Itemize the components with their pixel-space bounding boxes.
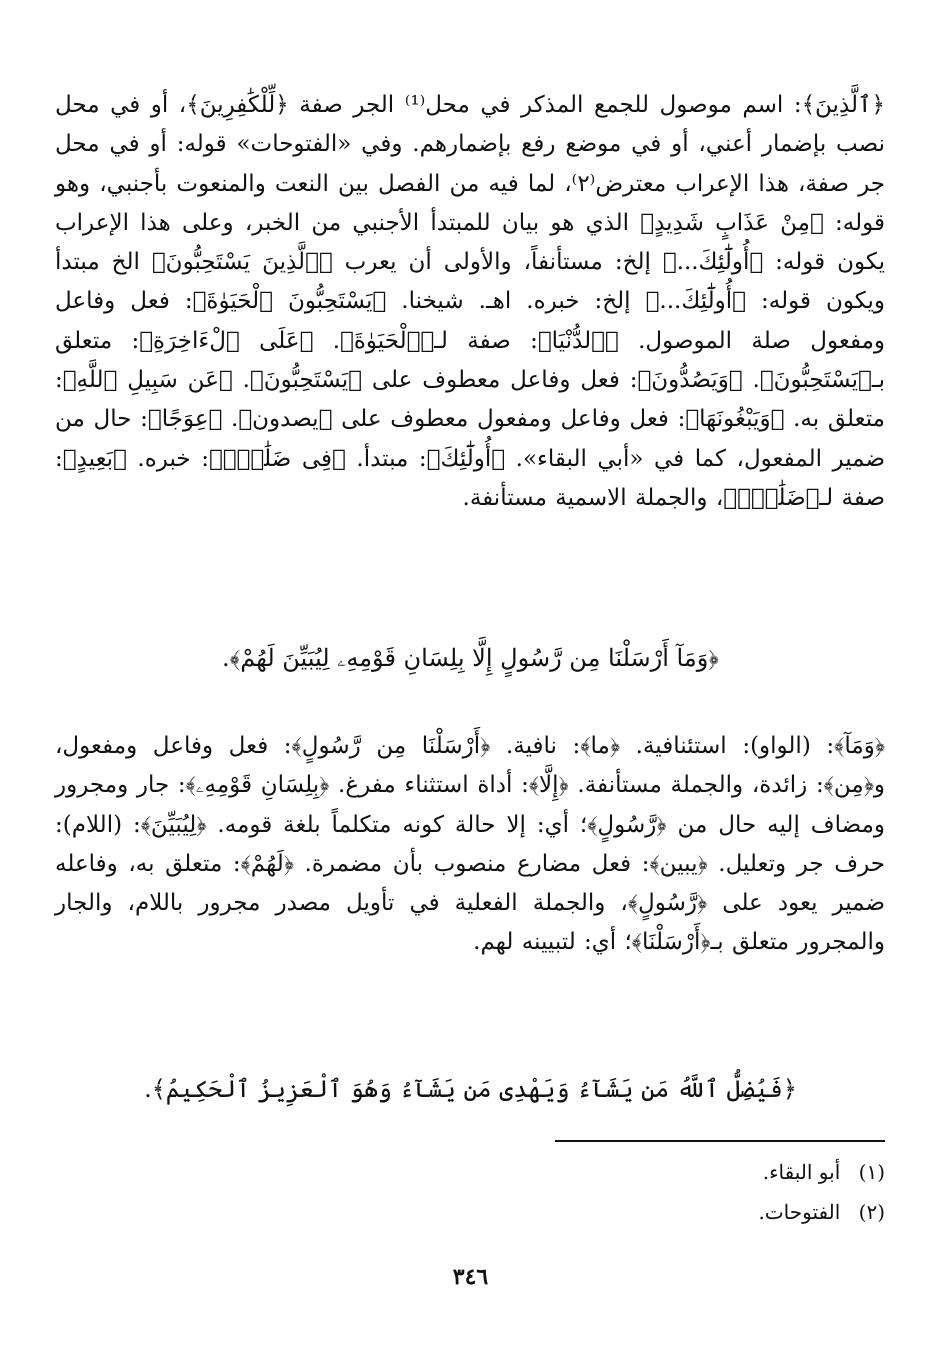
commentary-paragraph-1: ﴿ٱلَّذِينَ﴾: اسم موصول للجمع المذكر في محل⁽¹⁾ الجر صفة ﴿لِّلْكَٰفِرِينَ﴾، أو في محل نصب بإضمار أعني، أو في موضع رفع بإضمارهم. وفي «الفتوحات» قوله: أو في محل جر صفة، هذا الإعراب معترض⁽٢⁾، لما فيه من الفصل بين النعت والمنعوت بأجنبي، وهو قوله: ﴿مِنْ عَذَابٍ شَدِيدٍ﴾ الذي هو بيان للمبتدأ الأجنبي من الخبر، وعلى هذا الإعراب يكون قوله: ﴿أُولَٰٓئِكَ...﴾ إلخ: مستأنفاً، والأولى أن يعرب ﴿ٱلَّذِينَ يَسْتَحِبُّونَ﴾ الخ مبتدأ ويكون قوله: ﴿أُولَٰٓئِكَ...﴾ إلخ: خبره. اهـ. شيخنا. ﴿يَسْتَحِبُّونَ ٱلْحَيَوٰةَ﴾: فعل وفاعل ومفعول صلة الموصول. ﴿ٱلدُّنْيَا﴾: صفة لـ﴿ٱلْحَيَوٰةَ﴾. ﴿عَلَى ٱلْءَاخِرَةِ﴾: متعلق بـ﴿يَسْتَحِبُّونَ﴾. ﴿وَيَصُدُّونَ﴾: فعل وفاعل معطوف على ﴿يَسْتَحِبُّونَ﴾. ﴿عَن سَبِيلِ ٱللَّهِ﴾: متعلق به. ﴿وَيَبْغُونَهَا﴾: فعل وفاعل ومفعول معطوف على ﴿يصدون﴾. ﴿عِوَجًا﴾: حال من ضمير المفعول، كما في «أبي البقاء». ﴿أُولَٰٓئِكَ﴾: مبتدأ. ﴿فِى ضَلَٰلٍۭ﴾: خبره. ﴿بَعِيدٍ﴾: صفة لـ﴿ضَلَٰلٍۭ﴾، والجملة الاسمية مستأنفة. bbox=[55, 92, 885, 511]
footnote-text: أبو البقاء. bbox=[762, 1160, 841, 1184]
page-number: ٣٤٦ bbox=[452, 1264, 489, 1290]
footnotes-list bbox=[55, 1152, 885, 1232]
footnote-number: (٢) bbox=[858, 1200, 885, 1224]
footnote-divider bbox=[555, 1140, 885, 1142]
footnote-item bbox=[55, 1192, 885, 1232]
footnote-text: الفتوحات. bbox=[758, 1200, 841, 1224]
footnote-item bbox=[55, 1152, 885, 1192]
footnote-number: (١) bbox=[858, 1160, 885, 1184]
quran-verse-1: ﴿وَمَآ أَرْسَلْنَا مِن رَّسُولٍ إِلَّا بِلِسَانِ قَوْمِهِۦ لِيُبَيِّنَ لَهُمْ﴾. bbox=[222, 644, 719, 672]
quran-verse-2: ﴿فَيُضِلُّ ٱللَّهُ مَن يَشَآءُ وَيَهْدِى مَن يَشَآءُ وَهُوَ ٱلْعَزِيزُ ٱلْحَكِيمُ﴾. bbox=[144, 1075, 797, 1103]
commentary-paragraph-2: ﴿وَمَآ﴾: (الواو): استئنافية. ﴿ما﴾: نافية. ﴿أَرْسَلْنَا مِن رَّسُولٍ﴾: فعل وفاعل ومفعول، و﴿مِن﴾: زائدة، والجملة مستأنفة. ﴿إِلَّا﴾: أداة استثناء مفرغ. ﴿بِلِسَانِ قَوْمِهِۦ﴾: جار ومجرور ومضاف إليه حال من ﴿رَّسُولٍ﴾؛ أي: إلا حالة كونه متكلماً بلغة قومه. ﴿لِيُبَيِّنَ﴾: (اللام): حرف جر وتعليل. ﴿يبين﴾: فعل مضارع منصوب بأن مضمرة. ﴿لَهُمْ﴾: متعلق به، وفاعله ضمير يعود على ﴿رَّسُولٍ﴾، والجملة الفعلية في تأويل مصدر مجرور باللام، والجار والمجرور متعلق بـ﴿أَرْسَلْنَا﴾؛ أي: لتبيينه لهم. bbox=[55, 733, 885, 956]
